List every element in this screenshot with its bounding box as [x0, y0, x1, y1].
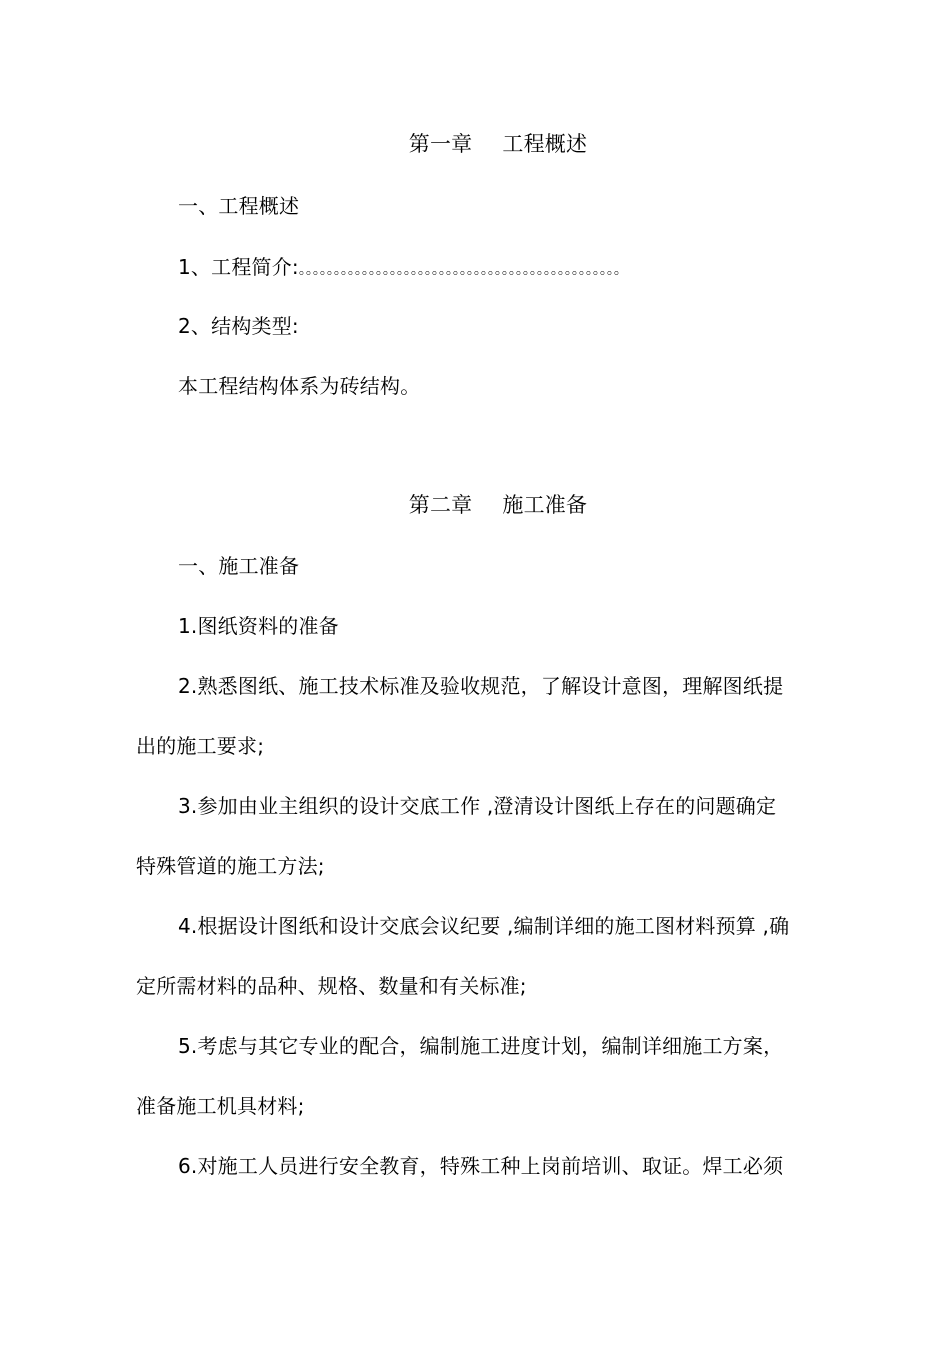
prep-item-3-line-2: 特殊管道的施工方法;	[136, 854, 325, 878]
item-2-body: 本工程结构体系为砖结构。	[178, 374, 421, 398]
chapter-2-number: 第二章	[408, 493, 473, 517]
section-2-heading: 一、施工准备	[178, 554, 300, 578]
prep-item-2-line-1: 2.熟悉图纸、施工技术标准及验收规范，了解设计意图，理解图纸提	[178, 674, 784, 698]
prep-item-5-line-1: 5.考虑与其它专业的配合，编制施工进度计划，编制详细施工方案，	[178, 1034, 784, 1058]
item-1-line	[178, 255, 628, 282]
prep-item-4-line-1: 4.根据设计图纸和设计交底会议纪要 ,编制详细的施工图材料预算 ,确	[178, 914, 790, 938]
item-2-label: 2、结构类型:	[178, 314, 299, 338]
prep-item-2-line-2: 出的施工要求;	[136, 734, 265, 758]
chapter-1-heading	[0, 132, 950, 156]
chapter-1-title: 工程概述	[502, 132, 588, 156]
item-1-leader-dots: 。。。。。。。。。。。。。。。。。。。。。。。。。。。。。。。。。。。。。。。。。。。。。。	[298, 262, 628, 278]
prep-item-3-line-1: 3.参加由业主组织的设计交底工作 ,澄清设计图纸上存在的问题确定	[178, 794, 777, 818]
chapter-1-number: 第一章	[408, 132, 473, 156]
item-1-label: 1、工程简介:	[178, 255, 299, 279]
section-1-heading: 一、工程概述	[178, 194, 300, 218]
chapter-2-title: 施工准备	[502, 493, 588, 517]
prep-item-5-line-2: 准备施工机具材料;	[136, 1094, 305, 1118]
prep-item-1: 1.图纸资料的准备	[178, 614, 339, 638]
prep-item-4-line-2: 定所需材料的品种、规格、数量和有关标准;	[136, 974, 527, 998]
chapter-2-heading	[0, 493, 950, 517]
prep-item-6-line-1: 6.对施工人员进行安全教育，特殊工种上岗前培训、取证。焊工必须	[178, 1154, 784, 1178]
